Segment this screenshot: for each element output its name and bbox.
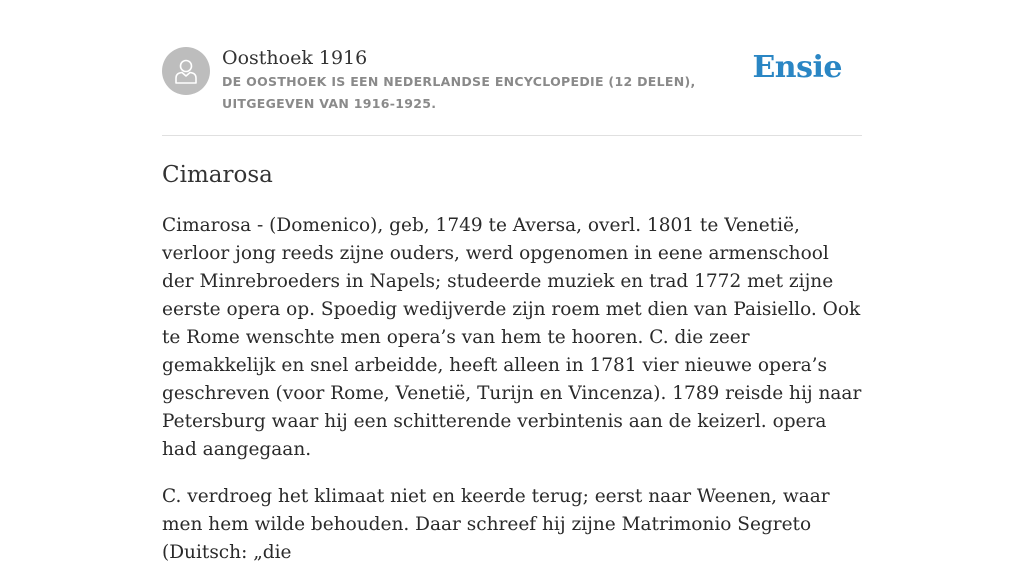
source-title[interactable]: Oosthoek 1916 xyxy=(222,47,368,69)
article-body xyxy=(162,212,862,586)
source-description: DE OOSTHOEK IS EEN NEDERLANDSE ENCYCLOPEDIE (12 DELEN), UITGEGEVEN VAN 1916-1925. xyxy=(222,74,696,111)
source-info xyxy=(222,46,762,115)
page-container xyxy=(162,0,862,563)
source-avatar[interactable] xyxy=(162,47,210,95)
brand-logo[interactable]: Ensie xyxy=(752,50,842,85)
article-title: Cimarosa xyxy=(162,162,273,188)
user-icon xyxy=(171,56,201,86)
article-paragraph: C. verdroeg het klimaat niet en keerde terug; eerst naar Weenen, waar men hem wilde behouden. Daar schreef hij zijne Matrimonio Segreto (Duitsch: „die xyxy=(162,486,830,563)
article-paragraph: Cimarosa - (Domenico), geb, 1749 te Aversa, overl. 1801 te Venetië, verloor jong reeds zijne ouders, werd opgenomen in eene armenschool der Minrebroeders in Napels; studeerde muziek en trad 1772 met zijne eerste opera op. Spoedig wedijverde zijn roem met dien van Paisiello. Ook te Rome wenschte men opera’s van hem te hooren. C. die zeer gemakkelijk en snel arbeidde, heeft alleen in 1781 vier nieuwe opera’s geschreven (voor Rome, Venetië, Turijn en Vincenza). 1789 reisde hij naar Petersburg waar hij een schitterende verbintenis aan de keizerl. opera had aangegaan. xyxy=(162,215,862,460)
source-header xyxy=(162,0,862,136)
